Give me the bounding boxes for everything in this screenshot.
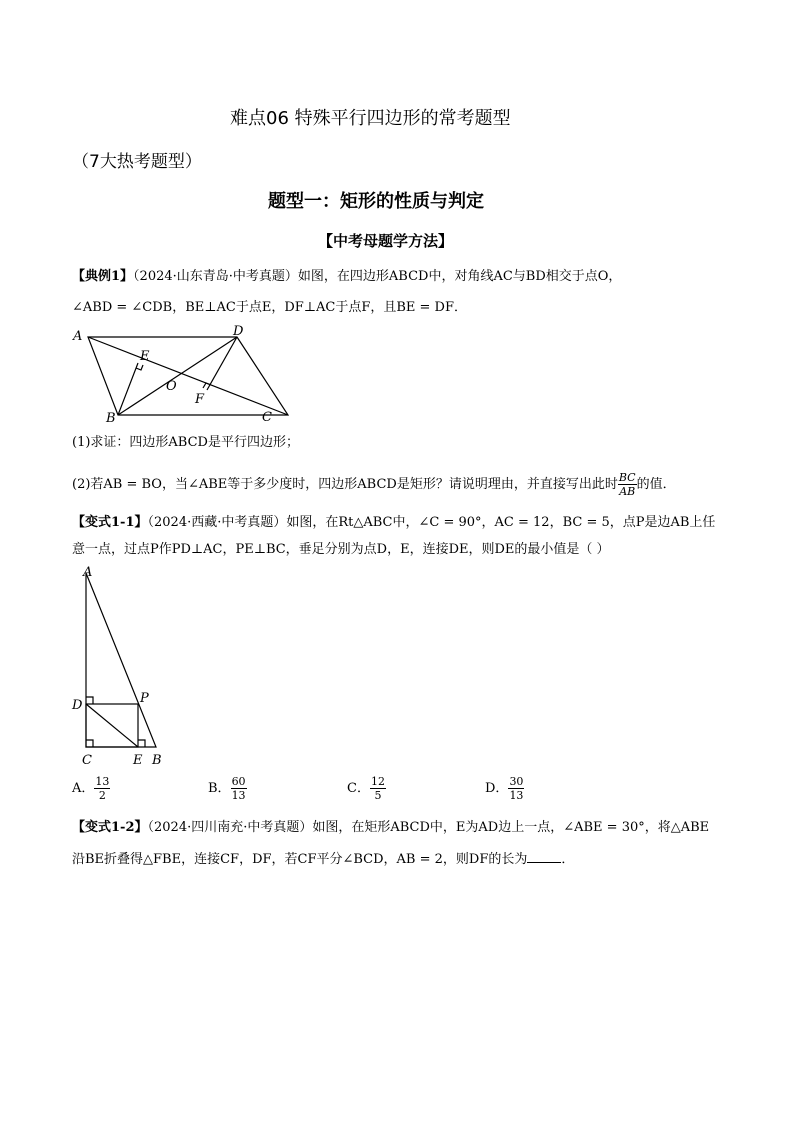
diagonal-bd (118, 337, 237, 415)
v12-text1: 如图，在矩形ABCD中，E为AD边上一点，∠ABE = 30°，将△ABE (312, 820, 710, 835)
v12-text2: 沿BE折叠得△FBE，连接CF，DF，若CF平分∠BCD，AB = 2，则DF的长为 (72, 852, 528, 867)
v12-text2-end: ． (561, 852, 575, 867)
v12-line2 (72, 850, 574, 869)
label-e: E (133, 753, 143, 768)
ex1-q1: (1)求证：四边形ABCD是平行四边形； (72, 435, 299, 450)
v11-text1: 如图，在Rt△ABC中，∠C = 90°，AC = 12，BC = 5，点P是边AB上任 (286, 515, 716, 530)
page-subtitle: （7大热考题型） (72, 152, 202, 172)
segment-de (86, 704, 138, 747)
option-b[interactable]: B． $\frac{60}{13}$ (208, 775, 246, 802)
label-c: C (82, 753, 92, 768)
right-angle-mark-d (86, 697, 93, 704)
v11-line2: 意一点，过点P作PD⊥AC，PE⊥BC，垂足分别为点D，E，连接DE，则DE的最小值是（ ） (72, 542, 610, 557)
label-o: O (166, 379, 177, 394)
diagonal-ac (88, 337, 288, 415)
v11-figure (70, 562, 170, 772)
label-d: D (233, 324, 244, 339)
label-p: P (140, 691, 149, 706)
right-angle-mark-e (138, 740, 145, 747)
label-e: E (140, 349, 150, 364)
ex1-tag: 【典例1】 (72, 269, 134, 284)
v11-line1 (72, 514, 715, 532)
segment-df (207, 337, 237, 390)
label-a: A (83, 565, 93, 580)
label-a: A (73, 329, 83, 344)
ex1-line1 (72, 268, 621, 286)
label-c: C (262, 410, 272, 424)
ex1-q2-text: (2)若AB = BO，当∠ABE等于多少度时，四边形ABCD是矩形？请说明理由，并直接写出此时 (72, 477, 618, 492)
v11-source: （2024·西藏·中考真题） (147, 515, 287, 530)
triangle-abc (86, 573, 156, 747)
right-angle-mark-c (86, 740, 93, 747)
v12-source: （2024·四川南充·中考真题） (147, 820, 313, 835)
v12-line1 (72, 819, 709, 837)
label-b: B (152, 753, 162, 768)
label-d: D (72, 698, 83, 713)
option-c[interactable]: C． $\frac{12}{5}$ (347, 775, 385, 802)
label-f: F (195, 392, 205, 407)
page-title: 难点06 特殊平行四边形的常考题型 (230, 108, 511, 129)
ex1-text1: 如图，在四边形ABCD中，对角线AC与BD相交于点O， (297, 269, 622, 284)
method-title: 【中考母题学方法】 (318, 232, 454, 250)
segment-be (118, 363, 138, 415)
ex1-figure (70, 322, 290, 424)
ex1-line2: ∠ABD = ∠CDB，BE⊥AC于点E，DF⊥AC于点F，且BE = DF． (72, 300, 467, 315)
label-b: B (106, 411, 116, 424)
ex1-source: （2024·山东青岛·中考真题） (133, 269, 298, 284)
ratio-fraction: $\frac{BC}{AB}$ (618, 471, 636, 498)
v11-tag: 【变式1-1】 (72, 515, 148, 530)
ex1-q2-end: 的值． (636, 477, 676, 492)
ex1-q2 (72, 471, 676, 498)
option-a[interactable]: A． $\frac{13}{2}$ (72, 775, 110, 802)
v12-tag: 【变式1-2】 (72, 820, 148, 835)
option-d[interactable]: D． $\frac{30}{13}$ (485, 775, 524, 802)
section-title: 题型一：矩形的性质与判定 (268, 191, 484, 212)
answer-blank[interactable] (527, 850, 561, 863)
